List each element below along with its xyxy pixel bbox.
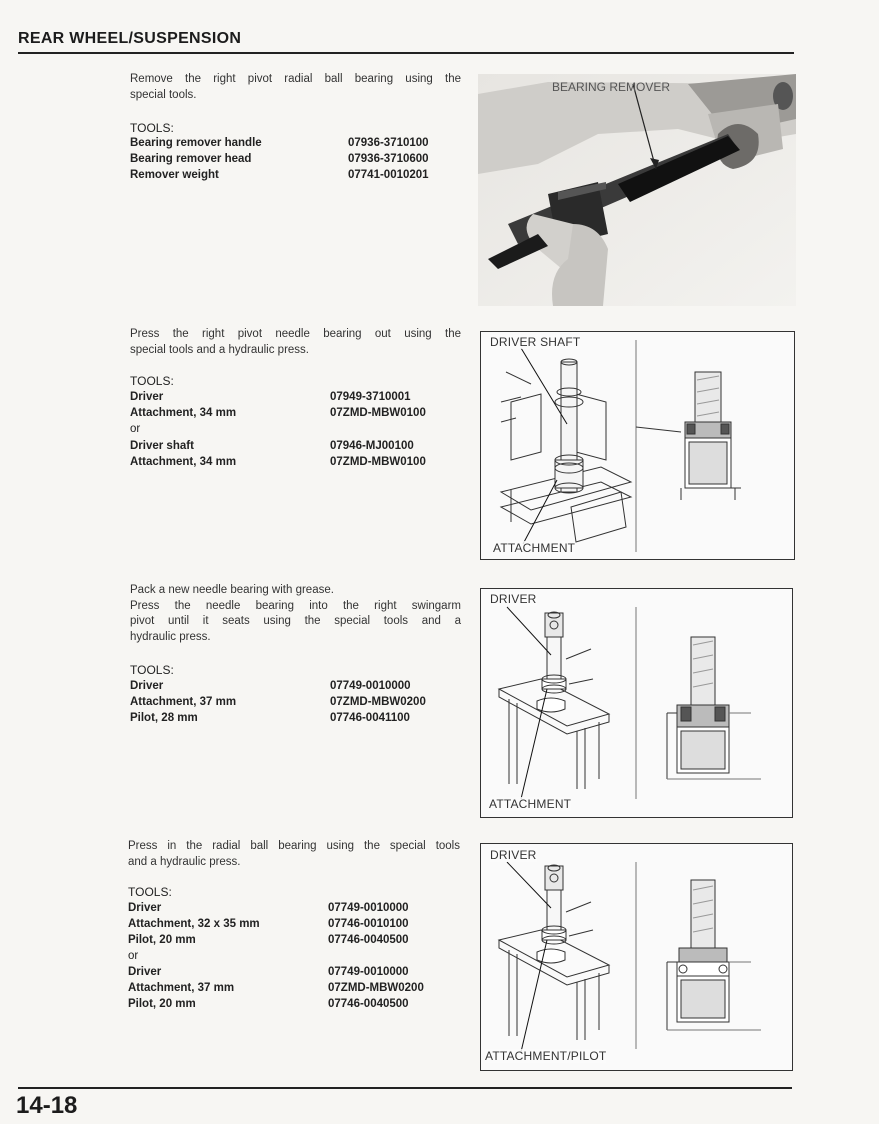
attachment-pilot-label: ATTACHMENT/PILOT <box>485 1049 607 1063</box>
text-line: Press the right pivot needle bearing out using the <box>130 328 461 340</box>
bearing-remover-illustration <box>478 74 796 306</box>
tool-part: 07749-0010000 <box>328 902 409 914</box>
driver-attachment-illustration <box>481 589 792 817</box>
tool-row <box>128 918 458 934</box>
tool-row <box>130 712 460 728</box>
driver-attachment-pilot-figure <box>480 843 793 1071</box>
tool-row <box>128 934 458 950</box>
driver-shaft-figure <box>480 331 795 560</box>
tool-row <box>130 440 460 456</box>
tool-name: Driver <box>130 680 164 692</box>
tool-part: 07936-3710100 <box>348 137 429 149</box>
driver-shaft-label: DRIVER SHAFT <box>490 335 581 349</box>
driver-attachment-pilot-illustration <box>481 844 792 1070</box>
tool-row <box>130 169 460 185</box>
tool-name: Remover weight <box>130 169 219 181</box>
footer-rule <box>18 1087 792 1089</box>
tools-heading: TOOLS: <box>130 663 174 677</box>
tool-name: Driver <box>128 902 162 914</box>
tool-part: 07749-0010000 <box>328 966 409 978</box>
step-3-text <box>130 583 461 645</box>
tool-or: or <box>130 423 141 435</box>
bearing-remover-photo <box>478 74 796 306</box>
tool-part: 07ZMD-MBW0200 <box>330 696 426 708</box>
tool-row <box>128 902 458 918</box>
step-2-text <box>130 327 461 358</box>
tool-row <box>128 966 458 982</box>
tool-part: 07ZMD-MBW0100 <box>330 407 426 419</box>
text-line: Pack a new needle bearing with grease. <box>130 584 334 596</box>
tool-part: 07946-MJ00100 <box>330 440 414 452</box>
text-line: Press the needle bearing into the right swingarm <box>130 599 461 612</box>
tool-name: Pilot, 28 mm <box>130 712 198 724</box>
tool-name: Pilot, 20 mm <box>128 934 196 946</box>
text-line: Remove the right pivot radial ball bearing using the <box>130 73 461 85</box>
tool-name: Attachment, 34 mm <box>130 456 237 468</box>
tool-name: Pilot, 20 mm <box>128 998 196 1010</box>
tool-row <box>128 982 458 998</box>
text-line: special tools and a hydraulic press. <box>130 343 309 356</box>
tool-name: Driver <box>128 966 162 978</box>
tool-name: Attachment, 34 mm <box>130 407 237 419</box>
driver-attachment-figure <box>480 588 793 818</box>
tool-row <box>130 423 460 439</box>
tool-name: Attachment, 32 x 35 mm <box>128 918 260 930</box>
tool-row <box>130 137 460 153</box>
text-line: pivot until it seats using the special tools and a <box>130 615 461 627</box>
tool-row <box>130 456 460 472</box>
text-line: and a hydraulic press. <box>128 855 241 868</box>
page-number: 14-18 <box>16 1092 78 1119</box>
tool-part: 07746-0010100 <box>328 918 409 930</box>
tool-part: 07749-0010000 <box>330 680 411 692</box>
tool-part: 07746-0040500 <box>328 934 409 946</box>
bearing-remover-label: BEARING REMOVER <box>552 80 671 94</box>
tool-row <box>130 680 460 696</box>
tool-name: Bearing remover handle <box>130 137 262 149</box>
header-rule <box>18 52 794 54</box>
tools-heading: TOOLS: <box>130 121 174 135</box>
attachment-label: ATTACHMENT <box>493 541 576 555</box>
text-line: hydraulic press. <box>130 630 211 643</box>
driver-label: DRIVER <box>490 848 537 862</box>
tool-row <box>130 153 460 169</box>
tool-name: Attachment, 37 mm <box>130 696 237 708</box>
tool-part: 07746-0040500 <box>328 998 409 1010</box>
tool-row <box>130 407 460 423</box>
step-1-text <box>130 72 461 103</box>
tool-part: 07936-3710600 <box>348 153 429 165</box>
tool-row <box>130 391 460 407</box>
tool-part: 07ZMD-MBW0200 <box>328 982 424 994</box>
tool-row <box>130 696 460 712</box>
driver-label: DRIVER <box>490 592 537 606</box>
attachment-label: ATTACHMENT <box>489 797 572 811</box>
text-line: special tools. <box>130 88 197 101</box>
tool-or: or <box>128 950 139 962</box>
tool-name: Attachment, 37 mm <box>128 982 235 994</box>
tool-part: 07ZMD-MBW0100 <box>330 456 426 468</box>
tool-row <box>128 998 458 1014</box>
tool-row <box>128 950 458 966</box>
text-line: Press in the radial ball bearing using the special tools <box>128 840 460 852</box>
driver-shaft-illustration <box>481 332 794 559</box>
tool-part: 07949-3710001 <box>330 391 411 403</box>
tool-part: 07746-0041100 <box>330 712 410 724</box>
tool-name: Bearing remover head <box>130 153 252 165</box>
section-title: REAR WHEEL/SUSPENSION <box>18 30 242 47</box>
tool-name: Driver <box>130 391 164 403</box>
step-4-text <box>128 839 460 870</box>
tool-part: 07741-0010201 <box>348 169 429 181</box>
tools-heading: TOOLS: <box>130 374 174 388</box>
tool-name: Driver shaft <box>130 440 194 452</box>
tools-heading: TOOLS: <box>128 885 172 899</box>
